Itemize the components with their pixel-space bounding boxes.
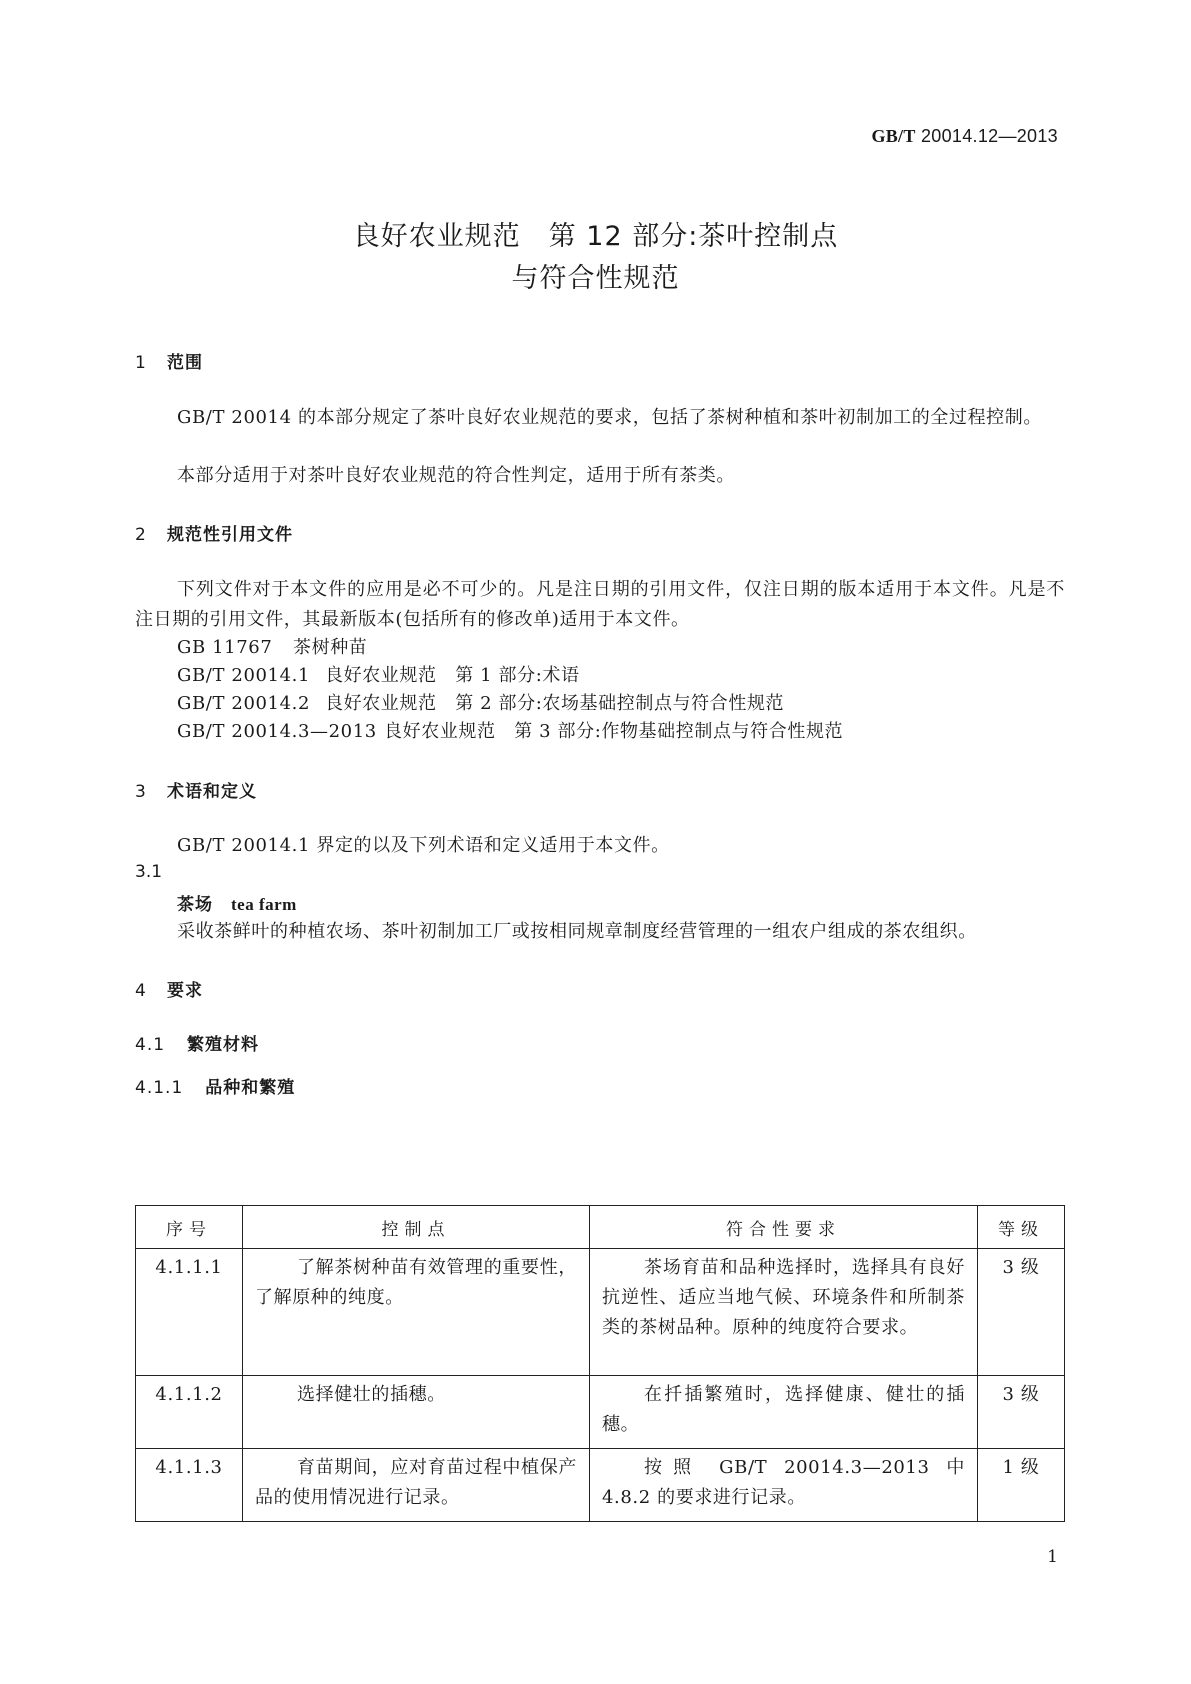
reference-item	[177, 633, 367, 663]
column-header-control: 控制点	[243, 1206, 590, 1249]
reference-code: GB/T 20014.1	[177, 665, 311, 686]
reference-item	[177, 689, 784, 719]
cell-compliance: 茶场育苗和品种选择时，选择具有良好抗逆性、适应当地气候、环境条件和所制茶类的茶树品种。原种的纯度符合要求。	[590, 1249, 978, 1376]
subsection-title: 品种和繁殖	[205, 1078, 296, 1098]
page-number: 1	[1047, 1547, 1058, 1567]
reference-title: 良好农业规范 第 2 部分:农场基础控制点与符合性规范	[325, 693, 785, 714]
table-row	[136, 1449, 1065, 1522]
reference-code: GB/T 20014.2	[177, 693, 311, 714]
cell-compliance: 按照 GB/T 20014.3—2013 中 4.8.2 的要求进行记录。	[590, 1449, 978, 1522]
reference-title: 茶树种苗	[293, 637, 368, 658]
table-row	[136, 1249, 1065, 1376]
subsection-4-1-heading	[135, 1030, 259, 1055]
standard-prefix: GB/T	[871, 126, 916, 146]
reference-item	[177, 661, 580, 691]
cell-seq: 4.1.1.3	[136, 1449, 243, 1522]
document-title-line1: 良好农业规范 第 12 部分:茶叶控制点	[352, 221, 839, 252]
cell-level: 3 级	[978, 1376, 1065, 1449]
section-2-intro: 下列文件对于本文件的应用是必不可少的。凡是注日期的引用文件，仅注日期的版本适用于本文件。凡是不注日期的引用文件，其最新版本(包括所有的修改单)适用于本文件。	[135, 579, 1065, 630]
section-number: 2	[135, 525, 147, 545]
cell-control: 了解茶树种苗有效管理的重要性，了解原种的纯度。	[243, 1249, 590, 1376]
term-heading	[177, 890, 297, 915]
cell-control: 育苗期间，应对育苗过程中植保产品的使用情况进行记录。	[243, 1449, 590, 1522]
section-title: 范围	[167, 353, 203, 373]
section-3-intro: GB/T 20014.1 界定的以及下列术语和定义适用于本文件。	[177, 835, 670, 856]
section-4-heading	[135, 976, 203, 1001]
cell-seq: 4.1.1.1	[136, 1249, 243, 1376]
section-2-heading	[135, 520, 293, 545]
cell-level: 1 级	[978, 1449, 1065, 1522]
reference-title: 良好农业规范 第 1 部分:术语	[325, 665, 580, 686]
document-title-line2: 与符合性规范	[511, 263, 680, 294]
subsection-4-1-1-heading	[135, 1073, 295, 1098]
section-title: 规范性引用文件	[167, 525, 293, 545]
column-header-seq: 序号	[136, 1206, 243, 1249]
term-number: 3.1	[135, 862, 163, 882]
term-chinese: 茶场	[177, 895, 213, 915]
column-header-level: 等级	[978, 1206, 1065, 1249]
section-title: 术语和定义	[167, 782, 257, 802]
standard-code: 20014.12—2013	[920, 126, 1058, 146]
reference-title: 良好农业规范 第 3 部分:作物基础控制点与符合性规范	[384, 721, 844, 742]
reference-item	[177, 717, 843, 747]
column-header-compliance: 符合性要求	[590, 1206, 978, 1249]
requirements-table	[135, 1205, 1065, 1522]
section-3-heading	[135, 777, 257, 802]
section-number: 1	[135, 353, 147, 373]
reference-code: GB/T 20014.3—2013	[177, 721, 377, 742]
section-number: 3	[135, 782, 147, 802]
section-number: 4	[135, 981, 147, 1001]
section-title: 要求	[167, 981, 203, 1001]
standard-number	[871, 126, 1058, 147]
cell-level: 3 级	[978, 1249, 1065, 1376]
section-1-paragraph-1: GB/T 20014 的本部分规定了茶叶良好农业规范的要求，包括了茶树种植和茶叶初制加工的全过程控制。	[177, 407, 1042, 428]
term-english: tea farm	[231, 895, 297, 914]
term-definition: 采收茶鲜叶的种植农场、茶叶初制加工厂或按相同规章制度经营管理的一组农户组成的茶农组织。	[177, 921, 977, 942]
cell-control: 选择健壮的插穗。	[243, 1376, 590, 1449]
cell-seq: 4.1.1.2	[136, 1376, 243, 1449]
reference-code: GB 11767	[177, 637, 273, 658]
subsection-title: 繁殖材料	[187, 1035, 260, 1055]
section-1-paragraph-2: 本部分适用于对茶叶良好农业规范的符合性判定，适用于所有茶类。	[177, 465, 735, 486]
subsection-number: 4.1.1	[135, 1078, 184, 1098]
cell-compliance: 在扦插繁殖时，选择健康、健壮的插穗。	[590, 1376, 978, 1449]
table-header-row	[136, 1206, 1065, 1249]
section-1-heading	[135, 348, 203, 373]
subsection-number: 4.1	[135, 1035, 166, 1055]
table-row	[136, 1376, 1065, 1449]
